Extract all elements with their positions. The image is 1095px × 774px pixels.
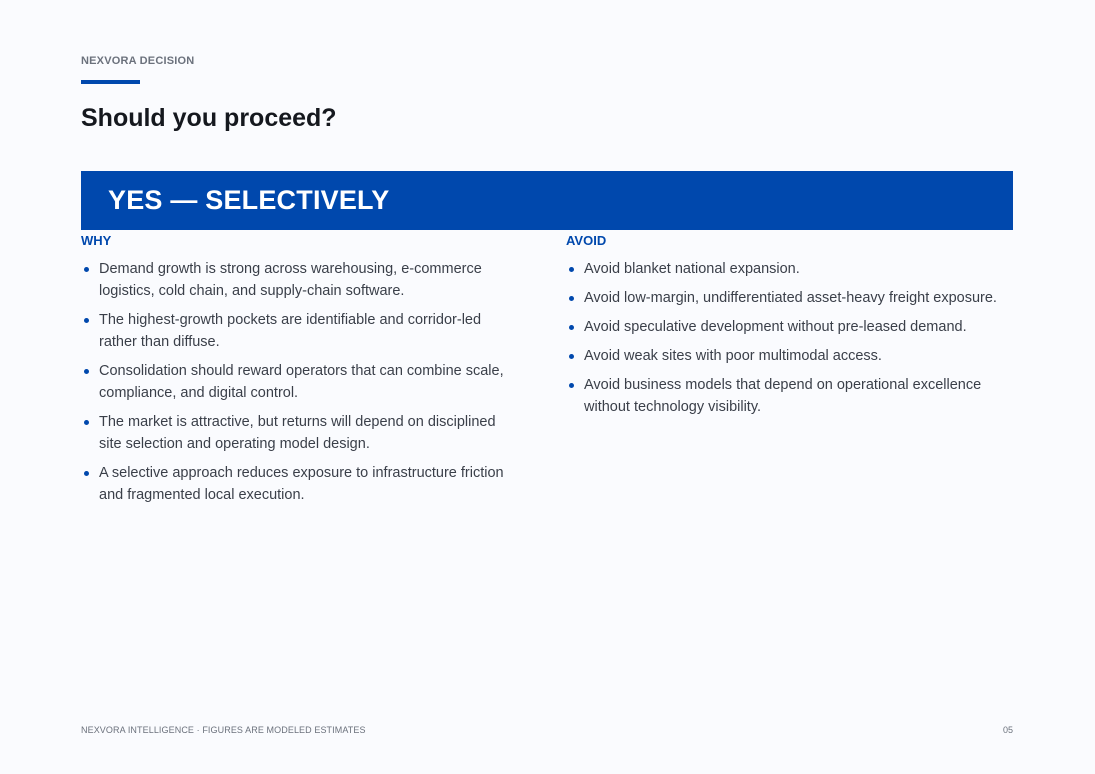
bullet-dot <box>569 267 574 272</box>
bullet-dot <box>84 267 89 272</box>
why-item-text: The market is attractive, but returns will depend on disciplined site selection and operating model design. <box>99 414 496 452</box>
bullet-dot <box>84 420 89 425</box>
why-column <box>81 233 521 513</box>
avoid-column <box>566 233 1006 425</box>
avoid-list <box>566 258 1006 418</box>
bullet-dot <box>569 296 574 301</box>
why-item-text: A selective approach reduces exposure to infrastructure friction and fragmented local execution. <box>99 465 504 503</box>
kicker-accent-rule <box>81 80 140 84</box>
bullet-dot <box>569 325 574 330</box>
avoid-item <box>566 345 1006 367</box>
why-item <box>81 258 521 302</box>
why-item-text: The highest-growth pockets are identifiable and corridor-led rather than diffuse. <box>99 312 482 350</box>
why-item <box>81 309 521 353</box>
verdict-text: YES — SELECTIVELY <box>108 185 390 215</box>
avoid-item-text: Avoid weak sites with poor multimodal access. <box>584 348 882 364</box>
bullet-dot <box>569 354 574 359</box>
bullet-dot <box>569 383 574 388</box>
avoid-item-text: Avoid business models that depend on operational excellence without technology visibility. <box>584 377 982 415</box>
footer-source-note: NEXVORA INTELLIGENCE · FIGURES ARE MODELED ESTIMATES <box>81 725 366 735</box>
why-item <box>81 462 521 506</box>
why-item-text: Demand growth is strong across warehousing, e-commerce logistics, cold chain, and supply-chain software. <box>99 261 482 299</box>
avoid-item-text: Avoid speculative development without pre-leased demand. <box>584 319 967 335</box>
avoid-item <box>566 287 1006 309</box>
why-item <box>81 411 521 455</box>
why-heading: WHY <box>81 233 112 248</box>
page-title: Should you proceed? <box>81 104 337 132</box>
bullet-dot <box>84 471 89 476</box>
page-number: 05 <box>1002 725 1013 735</box>
why-item <box>81 360 521 404</box>
bullet-dot <box>84 318 89 323</box>
avoid-item <box>566 258 1006 280</box>
bullet-dot <box>84 369 89 374</box>
avoid-item-text: Avoid blanket national expansion. <box>584 261 800 277</box>
avoid-item <box>566 316 1006 338</box>
why-list <box>81 258 521 506</box>
section-kicker: NEXVORA DECISION <box>81 55 195 67</box>
verdict-banner <box>81 171 1013 230</box>
avoid-heading: AVOID <box>566 233 607 248</box>
avoid-item-text: Avoid low-margin, undifferentiated asset-heavy freight exposure. <box>584 290 997 306</box>
avoid-item <box>566 374 1006 418</box>
why-item-text: Consolidation should reward operators that can combine scale, compliance, and digital control. <box>99 363 504 401</box>
